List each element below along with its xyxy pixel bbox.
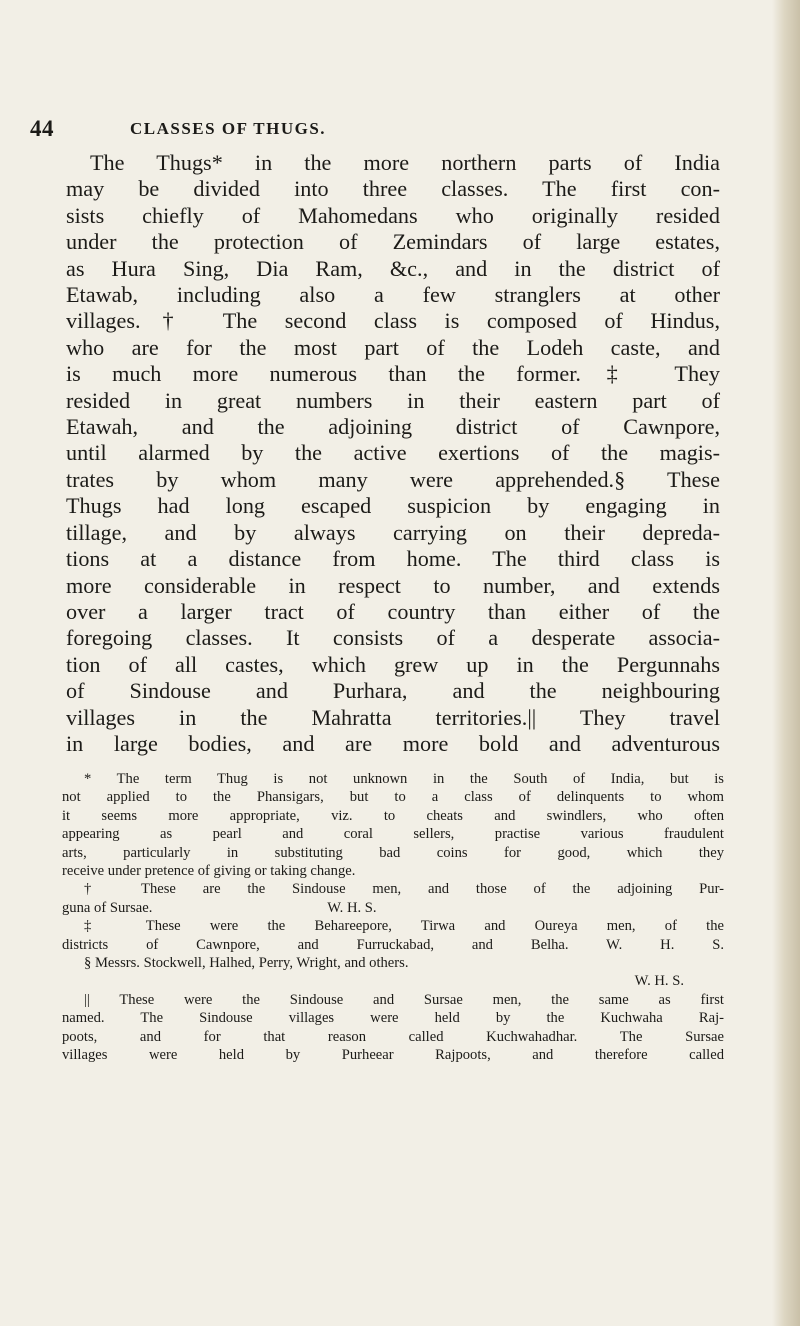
body-line: as Hura Sing, Dia Ram, &c., and in the district of [66, 255, 720, 281]
body-line: villages.† The second class is composed of Hindus, [66, 308, 720, 334]
body-line: tion of all castes, which grew up in the Pergunnahs [66, 651, 720, 677]
footnote-line: villages were held by Purheear Rajpoots, and therefore called [62, 1047, 724, 1064]
footnote-line: arts, particularly in substituting bad coins for good, which they [62, 844, 724, 861]
running-title: CLASSES OF THUGS. [130, 119, 327, 138]
body-line: under the protection of Zemindars of large estates, [66, 229, 720, 255]
footnote-line: || These were the Sindouse and Sursae men, the same as first [84, 991, 724, 1008]
footnote-line: it seems more appropriate, viz. to cheats and swindlers, who often [62, 807, 724, 824]
body-line: villages in the Mahratta territories.|| They travel [66, 704, 720, 730]
footnote-line: ‡ These were the Behareepore, Tirwa and Oureya men, of the [84, 918, 724, 935]
footnote-line: § Messrs. Stockwell, Halhed, Perry, Wright, and others. [84, 955, 409, 972]
body-line: more considerable in respect to number, and extends [66, 572, 720, 598]
body-paragraph [66, 150, 720, 757]
body-line: Etawah, and the adjoining district of Cawnpore, [66, 414, 720, 440]
body-line: in large bodies, and are more bold and adventurous [66, 730, 720, 756]
footnote-line: * The term Thug is not unknown in the South of India, but is [84, 771, 724, 787]
footnote-line: named. The Sindouse villages were held by the Kuchwaha Raj- [62, 1010, 724, 1027]
body-line: foregoing classes. It consists of a desperate associa- [66, 625, 720, 651]
page-edge-shadow [772, 0, 800, 1326]
body-line: of Sindouse and Purhara, and the neighbouring [66, 678, 720, 704]
body-line: over a larger tract of country than either of the [66, 598, 720, 624]
body-line: Thugs had long escaped suspicion by engaging in [66, 493, 720, 519]
body-line: The Thugs* in the more northern parts of India [90, 150, 720, 175]
footnote-line: not applied to the Phansigars, but to a class of delinquents to whom [62, 789, 724, 806]
footnotes [62, 770, 724, 1065]
body-line: resided in great numbers in their eastern part of [66, 387, 720, 413]
body-line: sists chiefly of Mahomedans who originally resided [66, 202, 720, 228]
footnote-line: districts of Cawnpore, and Furruckabad, and Belha. W. H. S. [62, 936, 724, 953]
page-header [30, 116, 550, 142]
footnote-line: guna of Sursae. W. H. S. [62, 899, 377, 916]
body-line: is much more numerous than the former.‡ They [66, 361, 720, 387]
footnote-line: appearing as pearl and coral sellers, practise various fraudulent [62, 826, 724, 843]
body-line: trates by whom many were apprehended.§ These [66, 466, 720, 492]
body-line: tions at a distance from home. The third class is [66, 546, 720, 572]
footnote-line: receive under pretence of giving or taking change. [62, 863, 356, 880]
footnote-line: † These are the Sindouse men, and those of the adjoining Pur- [84, 881, 724, 898]
footnote-signature: W. H. S. [634, 973, 684, 990]
body-line: may be divided into three classes. The first con- [66, 176, 720, 202]
page-number: 44 [30, 116, 54, 141]
footnote-line: poots, and for that reason called Kuchwahadhar. The Sursae [62, 1028, 724, 1045]
body-line: Etawab, including also a few stranglers at other [66, 282, 720, 308]
body-line: who are for the most part of the Lodeh caste, and [66, 334, 720, 360]
body-line: until alarmed by the active exertions of the magis- [66, 440, 720, 466]
body-line: tillage, and by always carrying on their depreda- [66, 519, 720, 545]
